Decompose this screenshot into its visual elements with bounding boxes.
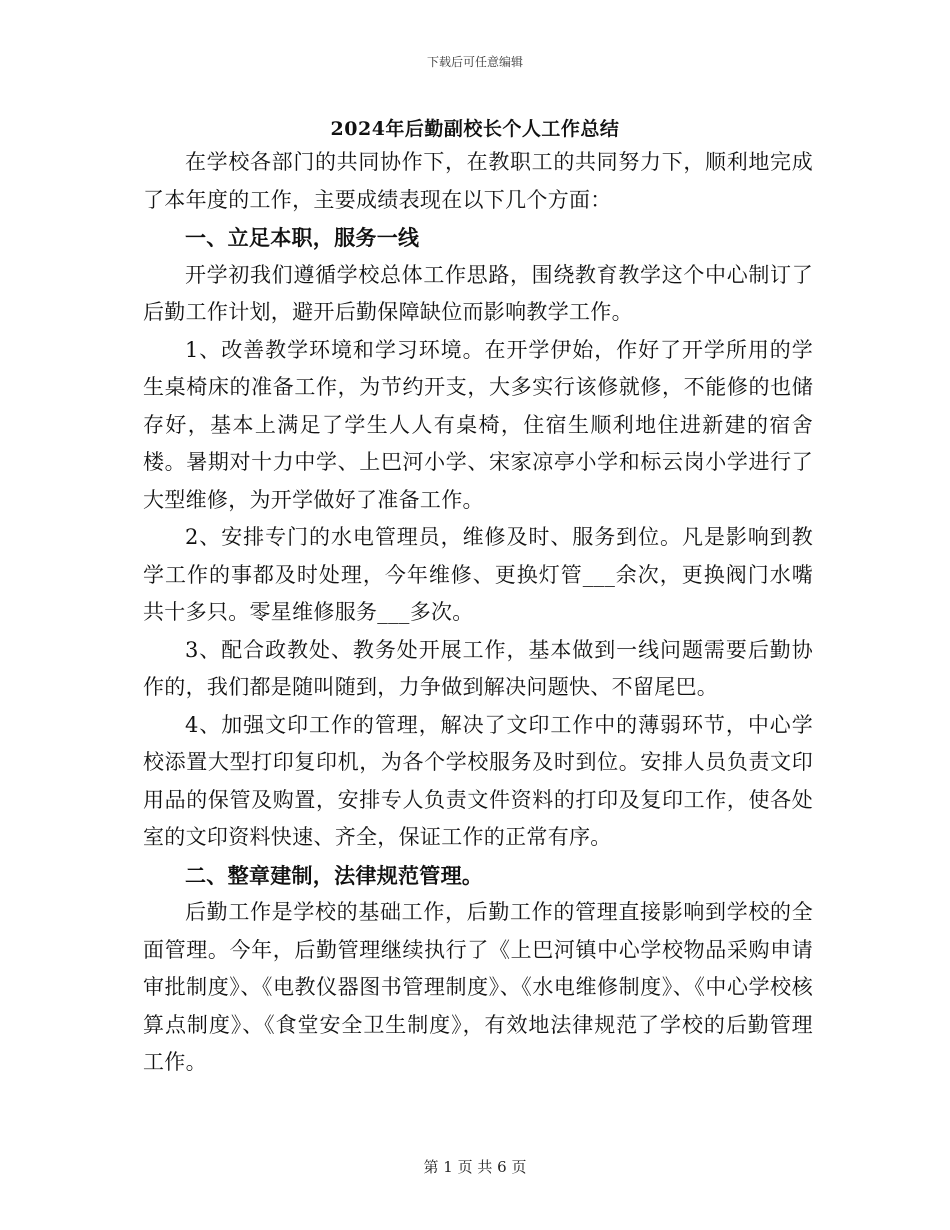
section-heading-2: 二、整章建制，法律规范管理。: [185, 862, 484, 888]
paragraph: 3、配合政教处、教务处开展工作，基本做到一线问题需要后勤协作的，我们都是随叫随到，力争做到解决问题快、不留尾巴。: [143, 637, 813, 699]
paragraph: 后勤工作是学校的基础工作，后勤工作的管理直接影响到学校的全面管理。今年，后勤管理继续执行了《上巴河镇中心学校物品采购申请审批制度》、《电教仪器图书管理制度》、《水电维修制度》、《中心学校核算点制度》、《食堂安全卫生制度》，有效地法律规范了学校的后勤管理工作。: [143, 900, 813, 1074]
paragraph: 开学初我们遵循学校总体工作思路，围绕教育教学这个中心制订了后勤工作计划，避开后勤保障缺位而影响教学工作。: [143, 262, 813, 324]
header-note: 下载后可任意编辑: [426, 55, 523, 69]
paragraph-intro: 在学校各部门的共同协作下，在教职工的共同努力下，顺利地完成了本年度的工作，主要成绩表现在以下几个方面：: [143, 150, 813, 212]
paragraph: 4、加强文印工作的管理，解决了文印工作中的薄弱环节，中心学校添置大型打印复印机，为各个学校服务及时到位。安排人员负责文印用品的保管及购置，安排专人负责文件资料的打印及复印工作，使各处室的文印资料快速、齐全，保证工作的正常有序。: [143, 712, 813, 849]
document-title: 2024年后勤副校长个人工作总结: [330, 118, 620, 140]
paragraph: 2、安排专门的水电管理员，维修及时、服务到位。凡是影响到教学工作的事都及时处理，今年维修、更换灯管___余次，更换阀门水嘴共十多只。零星维修服务___多次。: [143, 525, 813, 624]
paragraph: 1、改善教学环境和学习环境。在开学伊始，作好了开学所用的学生桌椅床的准备工作，为节约开支，大多实行该修就修，不能修的也储存好，基本上满足了学生人人有桌椅，住宿生顺利地住进新建的宿舍楼。暑期对十力中学、上巴河小学、宋家凉亭小学和标云岗小学进行了大型维修，为开学做好了准备工作。: [143, 337, 813, 512]
page-number: 第 1 页 共 6 页: [423, 1158, 527, 1176]
document-body: [143, 144, 813, 1082]
section-heading-1: 一、立足本职，服务一线: [185, 225, 420, 250]
